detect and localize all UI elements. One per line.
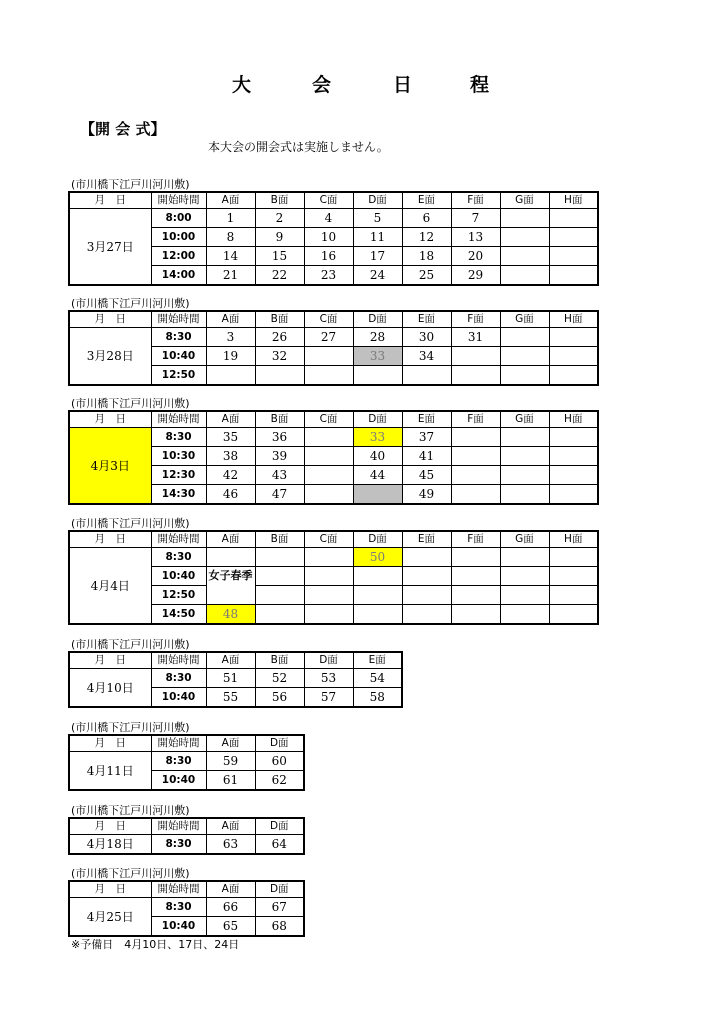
court-header: E面 (402, 192, 451, 209)
location-label: (市川橋下江戸川河川敷) (71, 397, 190, 410)
match-cell: 48 (206, 605, 255, 625)
court-header: A面 (206, 818, 255, 835)
match-cell (255, 567, 304, 586)
match-cell (304, 605, 353, 625)
match-cell: 4 (304, 209, 353, 228)
match-cell: 53 (304, 669, 353, 688)
date-cell: 4月10日 (69, 669, 151, 708)
match-cell: 27 (304, 328, 353, 347)
match-cell: 8 (206, 228, 255, 247)
court-header: B面 (255, 192, 304, 209)
location-label: (市川橋下江戸川河川敷) (71, 804, 190, 817)
court-header: C面 (304, 311, 353, 328)
schedule-table (68, 410, 599, 505)
match-cell: 61 (206, 771, 255, 791)
location-label: (市川橋下江戸川河川敷) (71, 638, 190, 651)
match-cell: 3 (206, 328, 255, 347)
time-cell: 10:40 (151, 917, 206, 937)
match-cell (451, 447, 500, 466)
table-row (69, 328, 598, 347)
court-header: D面 (353, 311, 402, 328)
time-cell: 8:30 (151, 669, 206, 688)
time-cell: 14:30 (151, 485, 206, 505)
schedule-section (68, 804, 305, 855)
match-cell (304, 366, 353, 386)
time-cell: 10:40 (151, 347, 206, 366)
match-cell: 32 (255, 347, 304, 366)
location-label: (市川橋下江戸川河川敷) (71, 721, 190, 734)
match-cell (304, 447, 353, 466)
month-day-header: 月 日 (69, 311, 151, 328)
time-cell: 12:50 (151, 366, 206, 386)
match-cell: 49 (402, 485, 451, 505)
schedule-section (68, 178, 599, 286)
schedule-table (68, 310, 599, 386)
match-cell (549, 247, 598, 266)
time-cell: 10:30 (151, 447, 206, 466)
court-header: D面 (353, 411, 402, 428)
match-cell (451, 548, 500, 567)
match-cell (451, 466, 500, 485)
match-cell: 31 (451, 328, 500, 347)
month-day-header: 月 日 (69, 818, 151, 835)
court-header: A面 (206, 531, 255, 548)
match-cell (402, 548, 451, 567)
match-cell (402, 586, 451, 605)
time-cell: 10:40 (151, 688, 206, 708)
table-row (69, 548, 598, 567)
match-cell: 15 (255, 247, 304, 266)
match-cell: 38 (206, 447, 255, 466)
match-cell: 67 (255, 898, 304, 917)
court-header: H面 (549, 411, 598, 428)
date-cell: 4月4日 (69, 548, 151, 625)
match-cell: 20 (451, 247, 500, 266)
match-cell (500, 366, 549, 386)
date-cell: 4月18日 (69, 835, 151, 855)
match-cell (451, 586, 500, 605)
match-cell: 60 (255, 752, 304, 771)
time-cell: 10:00 (151, 228, 206, 247)
match-cell: 40 (353, 447, 402, 466)
time-cell: 8:30 (151, 428, 206, 447)
table-row (69, 669, 402, 688)
match-cell (304, 485, 353, 505)
match-cell: 23 (304, 266, 353, 286)
court-header: A面 (206, 311, 255, 328)
match-cell (500, 266, 549, 286)
court-header: D面 (255, 735, 304, 752)
match-cell: 64 (255, 835, 304, 855)
match-cell: 37 (402, 428, 451, 447)
match-cell (549, 266, 598, 286)
start-time-header: 開始時間 (151, 818, 206, 835)
match-cell: 29 (451, 266, 500, 286)
match-cell: 56 (255, 688, 304, 708)
match-cell (451, 567, 500, 586)
match-cell: 42 (206, 466, 255, 485)
schedule-section (68, 721, 305, 791)
match-cell: 65 (206, 917, 255, 937)
match-cell (549, 328, 598, 347)
match-cell: 16 (304, 247, 353, 266)
schedule-section (68, 638, 403, 708)
court-header: A面 (206, 411, 255, 428)
title-char: 大 (232, 74, 252, 96)
match-cell (451, 485, 500, 505)
date-cell: 4月3日 (69, 428, 151, 505)
month-day-header: 月 日 (69, 192, 151, 209)
match-cell: 58 (353, 688, 402, 708)
court-header: D面 (255, 818, 304, 835)
location-label: (市川橋下江戸川河川敷) (71, 517, 190, 530)
title-char: 日 (393, 74, 413, 96)
match-cell: 68 (255, 917, 304, 937)
court-header: G面 (500, 411, 549, 428)
match-cell: 62 (255, 771, 304, 791)
start-time-header: 開始時間 (151, 311, 206, 328)
match-cell: 9 (255, 228, 304, 247)
match-cell: 41 (402, 447, 451, 466)
court-header: B面 (255, 311, 304, 328)
match-cell: 5 (353, 209, 402, 228)
match-cell (353, 586, 402, 605)
table-row (69, 428, 598, 447)
date-cell: 4月11日 (69, 752, 151, 791)
match-cell: 13 (451, 228, 500, 247)
time-cell: 12:00 (151, 247, 206, 266)
match-cell (549, 605, 598, 625)
court-header: A面 (206, 652, 255, 669)
month-day-header: 月 日 (69, 735, 151, 752)
time-cell: 8:30 (151, 548, 206, 567)
match-cell (353, 567, 402, 586)
time-cell: 10:40 (151, 771, 206, 791)
court-header: G面 (500, 311, 549, 328)
match-cell: 12 (402, 228, 451, 247)
match-cell: 19 (206, 347, 255, 366)
reserve-days-note: ※予備日 4月10日、17日、24日 (71, 938, 240, 951)
time-cell: 14:00 (151, 266, 206, 286)
match-cell (500, 428, 549, 447)
court-header: F面 (451, 192, 500, 209)
court-header: H面 (549, 531, 598, 548)
table-row (69, 898, 304, 917)
match-cell (451, 605, 500, 625)
schedule-table (68, 817, 305, 855)
location-label: (市川橋下江戸川河川敷) (71, 178, 190, 191)
month-day-header: 月 日 (69, 881, 151, 898)
time-cell: 8:30 (151, 835, 206, 855)
match-cell: 21 (206, 266, 255, 286)
court-header: F面 (451, 531, 500, 548)
court-header: C面 (304, 411, 353, 428)
match-cell (500, 347, 549, 366)
match-cell (451, 347, 500, 366)
court-header: D面 (255, 881, 304, 898)
match-cell (304, 347, 353, 366)
match-cell (255, 366, 304, 386)
court-header: D面 (304, 652, 353, 669)
match-cell: 33 (353, 428, 402, 447)
match-cell (549, 209, 598, 228)
match-cell (206, 548, 255, 567)
match-cell: 35 (206, 428, 255, 447)
match-cell (402, 366, 451, 386)
match-cell: 24 (353, 266, 402, 286)
start-time-header: 開始時間 (151, 531, 206, 548)
match-cell (549, 567, 598, 586)
match-cell: 1 (206, 209, 255, 228)
match-cell: 33 (353, 347, 402, 366)
ceremony-note: 本大会の開会式は実施しません。 (208, 140, 389, 154)
match-cell: 34 (402, 347, 451, 366)
title-char: 程 (470, 74, 490, 96)
match-cell (255, 605, 304, 625)
match-cell (500, 485, 549, 505)
table-row (69, 209, 598, 228)
match-cell: 59 (206, 752, 255, 771)
schedule-table (68, 530, 599, 625)
match-cell: 36 (255, 428, 304, 447)
start-time-header: 開始時間 (151, 652, 206, 669)
match-cell (451, 366, 500, 386)
match-cell: 11 (353, 228, 402, 247)
schedule-section (68, 867, 305, 937)
time-cell: 14:50 (151, 605, 206, 625)
match-cell: 52 (255, 669, 304, 688)
match-cell: 22 (255, 266, 304, 286)
match-cell (500, 447, 549, 466)
match-cell (402, 605, 451, 625)
court-header: D面 (353, 192, 402, 209)
match-cell: 55 (206, 688, 255, 708)
match-cell: 47 (255, 485, 304, 505)
match-cell: 45 (402, 466, 451, 485)
table-row (69, 835, 304, 855)
match-cell: 39 (255, 447, 304, 466)
match-cell (549, 485, 598, 505)
time-cell: 12:30 (151, 466, 206, 485)
match-cell (304, 548, 353, 567)
date-cell: 3月27日 (69, 209, 151, 286)
match-cell: 46 (206, 485, 255, 505)
match-cell (549, 228, 598, 247)
location-label: (市川橋下江戸川河川敷) (71, 867, 190, 880)
court-header: F面 (451, 311, 500, 328)
match-cell: 7 (451, 209, 500, 228)
schedule-table (68, 651, 403, 708)
match-cell: 50 (353, 548, 402, 567)
match-cell: 57 (304, 688, 353, 708)
start-time-header: 開始時間 (151, 881, 206, 898)
match-cell (500, 548, 549, 567)
match-cell: 43 (255, 466, 304, 485)
court-header: G面 (500, 531, 549, 548)
match-cell (353, 605, 402, 625)
match-cell (353, 366, 402, 386)
court-header: B面 (255, 411, 304, 428)
schedule-section (68, 297, 599, 386)
match-cell: 25 (402, 266, 451, 286)
match-cell: 51 (206, 669, 255, 688)
title-char: 会 (312, 74, 332, 96)
match-cell: 54 (353, 669, 402, 688)
time-cell: 12:50 (151, 586, 206, 605)
schedule-table (68, 880, 305, 937)
match-cell: 63 (206, 835, 255, 855)
match-cell (500, 209, 549, 228)
location-label: (市川橋下江戸川河川敷) (71, 297, 190, 310)
court-header: D面 (353, 531, 402, 548)
time-cell: 8:30 (151, 752, 206, 771)
match-cell: 18 (402, 247, 451, 266)
time-cell: 10:40 (151, 567, 206, 586)
schedule-section (68, 397, 599, 505)
match-cell: 30 (402, 328, 451, 347)
match-cell (500, 328, 549, 347)
court-header: H面 (549, 311, 598, 328)
court-header: E面 (402, 531, 451, 548)
start-time-header: 開始時間 (151, 192, 206, 209)
time-cell: 8:00 (151, 209, 206, 228)
court-header: B面 (255, 531, 304, 548)
match-cell (500, 228, 549, 247)
match-cell: 14 (206, 247, 255, 266)
court-header: E面 (402, 411, 451, 428)
time-cell: 8:30 (151, 898, 206, 917)
match-cell (500, 586, 549, 605)
court-header: C面 (304, 531, 353, 548)
match-cell (304, 428, 353, 447)
match-cell: 6 (402, 209, 451, 228)
match-cell (549, 466, 598, 485)
start-time-header: 開始時間 (151, 735, 206, 752)
court-header: G面 (500, 192, 549, 209)
match-cell (549, 548, 598, 567)
match-cell (206, 366, 255, 386)
match-cell: 2 (255, 209, 304, 228)
match-cell (500, 466, 549, 485)
schedule-section (68, 517, 599, 625)
match-cell (451, 428, 500, 447)
match-cell: 66 (206, 898, 255, 917)
time-cell: 8:30 (151, 328, 206, 347)
court-header: B面 (255, 652, 304, 669)
court-header: C面 (304, 192, 353, 209)
schedule-table (68, 191, 599, 286)
match-cell (304, 567, 353, 586)
match-cell: 17 (353, 247, 402, 266)
month-day-header: 月 日 (69, 531, 151, 548)
match-cell (304, 466, 353, 485)
match-cell (549, 347, 598, 366)
match-cell (255, 548, 304, 567)
court-header: E面 (402, 311, 451, 328)
match-cell (500, 567, 549, 586)
match-cell (255, 586, 304, 605)
match-cell (500, 605, 549, 625)
match-cell: 28 (353, 328, 402, 347)
table-row (69, 752, 304, 771)
match-cell: 10 (304, 228, 353, 247)
match-cell (549, 366, 598, 386)
match-cell (549, 428, 598, 447)
court-header: E面 (353, 652, 402, 669)
date-cell: 4月25日 (69, 898, 151, 937)
match-cell: 44 (353, 466, 402, 485)
month-day-header: 月 日 (69, 411, 151, 428)
match-cell (353, 485, 402, 505)
court-header: F面 (451, 411, 500, 428)
match-cell (500, 247, 549, 266)
match-cell (402, 567, 451, 586)
start-time-header: 開始時間 (151, 411, 206, 428)
court-header: A面 (206, 192, 255, 209)
court-header: A面 (206, 881, 255, 898)
a-court-note: 女子春季 (206, 567, 255, 605)
match-cell: 26 (255, 328, 304, 347)
month-day-header: 月 日 (69, 652, 151, 669)
match-cell (549, 586, 598, 605)
match-cell (549, 447, 598, 466)
date-cell: 3月28日 (69, 328, 151, 386)
schedule-table (68, 734, 305, 791)
court-header: A面 (206, 735, 255, 752)
match-cell (304, 586, 353, 605)
ceremony-heading: 【開 会 式】 (80, 120, 166, 138)
court-header: H面 (549, 192, 598, 209)
